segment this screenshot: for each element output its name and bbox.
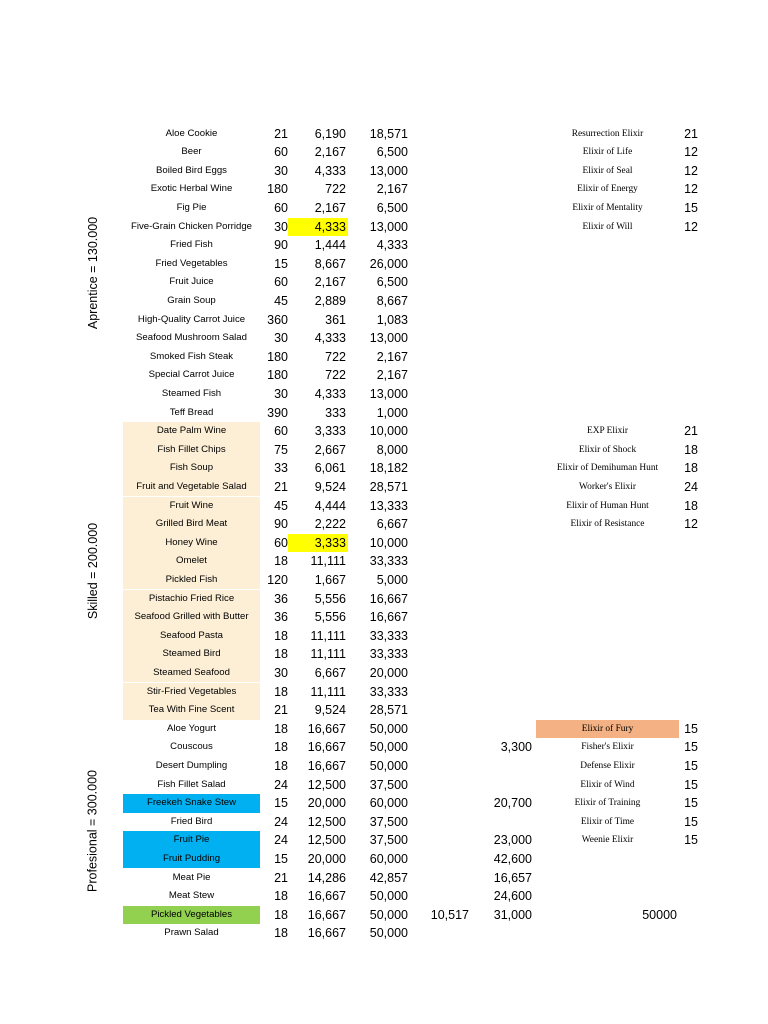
recipe-unit-cost	[288, 552, 348, 571]
recipe-total: 50,000	[369, 907, 408, 922]
recipe-quantity: 18	[274, 554, 288, 569]
recipe-unit-cost-value: 5,556	[314, 591, 346, 606]
recipe-unit-cost	[288, 757, 348, 776]
recipe-unit-cost	[288, 534, 348, 553]
recipe-unit-cost-value: 16,667	[307, 907, 346, 922]
recipe-name: Pickled Vegetables	[123, 906, 260, 925]
elixir-name: Worker's Elixir	[579, 481, 636, 492]
recipe-name: Meat Pie	[172, 871, 211, 883]
recipe-quantity: 60	[274, 275, 288, 290]
recipe-unit-cost-value: 722	[325, 349, 346, 364]
elixir-quantity: 12	[684, 182, 698, 197]
recipe-unit-cost-value: 9,524	[314, 703, 346, 718]
elixir-quantity: 18	[684, 442, 698, 457]
elixir-name: Elixir of Life	[582, 147, 633, 158]
recipe-quantity: 60	[274, 145, 288, 160]
recipe-unit-cost-value: 2,167	[314, 145, 346, 160]
recipe-quantity: 180	[267, 368, 288, 383]
recipe-unit-cost-value: 4,333	[314, 219, 346, 234]
recipe-unit-cost	[288, 125, 348, 144]
recipe-total: 16,667	[369, 610, 408, 625]
recipe-quantity: 18	[274, 647, 288, 662]
recipe-total: 2,167	[376, 349, 408, 364]
recipe-total: 37,500	[369, 814, 408, 829]
recipe-unit-cost	[288, 794, 348, 813]
recipe-name: Grilled Bird Meat	[123, 515, 260, 534]
elixir-name: Elixir of Training	[574, 798, 641, 809]
recipe-total: 13,000	[369, 331, 408, 346]
recipe-quantity: 120	[267, 572, 288, 587]
recipe-quantity: 18	[274, 926, 288, 941]
recipe-name: Fish Fillet Chips	[123, 441, 260, 460]
recipe-name: Five-Grain Chicken Porridge	[130, 220, 253, 232]
recipe-unit-cost-value: 8,667	[314, 256, 346, 271]
recipe-total: 13,000	[369, 163, 408, 178]
recipe-unit-cost-value: 11,111	[310, 647, 346, 662]
recipe-total: 2,167	[376, 182, 408, 197]
recipe-name: Smoked Fish Steak	[149, 350, 234, 362]
recipe-name: Steamed Bird	[123, 645, 260, 664]
recipe-total: 6,500	[376, 275, 408, 290]
table-row	[0, 627, 768, 646]
recipe-total: 6,500	[376, 145, 408, 160]
table-row	[0, 887, 768, 906]
recipe-total: 18,571	[369, 126, 408, 141]
table-row	[0, 571, 768, 590]
recipe-unit-cost	[288, 571, 348, 590]
recipe-unit-cost	[288, 608, 348, 627]
recipe-unit-cost-value: 9,524	[314, 479, 346, 494]
recipe-quantity: 30	[274, 665, 288, 680]
recipe-name: Fruit Juice	[169, 276, 214, 288]
table-row	[0, 385, 768, 404]
elixir-name: Elixir of Resistance	[570, 519, 645, 530]
recipe-unit-cost-value: 16,667	[307, 889, 346, 904]
recipe-quantity: 18	[274, 907, 288, 922]
recipe-total: 50,000	[369, 758, 408, 773]
recipe-unit-cost-value: 2,889	[314, 293, 346, 308]
recipe-quantity: 60	[274, 200, 288, 215]
recipe-unit-cost	[288, 831, 348, 850]
recipe-unit-cost-value: 722	[325, 182, 346, 197]
recipe-quantity: 75	[274, 442, 288, 457]
recipe-quantity: 18	[274, 740, 288, 755]
recipe-quantity: 15	[274, 851, 288, 866]
table-row	[0, 348, 768, 367]
recipe-quantity: 21	[274, 703, 288, 718]
table-row	[0, 645, 768, 664]
recipe-unit-cost	[288, 924, 348, 943]
extra-value-2: 23,000	[493, 833, 532, 848]
recipe-quantity: 15	[274, 796, 288, 811]
table-row	[0, 311, 768, 330]
recipe-quantity: 180	[267, 182, 288, 197]
recipe-total: 33,333	[369, 628, 408, 643]
elixir-name: Elixir of Energy	[577, 184, 638, 195]
recipe-total: 13,333	[369, 498, 408, 513]
recipe-total: 6,500	[376, 200, 408, 215]
recipe-total: 33,333	[369, 684, 408, 699]
recipe-total: 16,667	[369, 591, 408, 606]
recipe-quantity: 24	[274, 833, 288, 848]
recipe-unit-cost	[288, 459, 348, 478]
recipe-total: 6,667	[376, 517, 408, 532]
recipe-unit-cost-value: 361	[325, 312, 346, 327]
elixir-quantity: 12	[684, 219, 698, 234]
recipe-quantity: 21	[274, 870, 288, 885]
table-row	[0, 869, 768, 888]
table-row	[0, 701, 768, 720]
recipe-unit-cost	[288, 273, 348, 292]
table-row	[0, 664, 768, 683]
recipe-unit-cost-value: 2,167	[314, 275, 346, 290]
recipe-quantity: 90	[274, 517, 288, 532]
recipe-name: Fish Fillet Salad	[157, 778, 226, 790]
recipe-name: Omelet	[123, 552, 260, 571]
recipe-quantity: 30	[274, 163, 288, 178]
recipe-quantity: 21	[274, 479, 288, 494]
recipe-unit-cost	[288, 236, 348, 255]
recipe-unit-cost	[288, 645, 348, 664]
recipe-total: 37,500	[369, 777, 408, 792]
recipe-name: Fried Bird	[170, 815, 213, 827]
recipe-unit-cost-value: 14,286	[307, 870, 346, 885]
elixir-name: Defense Elixir	[580, 760, 635, 771]
recipe-name: Pickled Fish	[123, 571, 260, 590]
recipe-total: 10,000	[369, 424, 408, 439]
recipe-unit-cost	[288, 720, 348, 739]
elixir-quantity: 15	[684, 833, 698, 848]
recipe-total: 60,000	[369, 796, 408, 811]
recipe-quantity: 18	[274, 889, 288, 904]
recipe-unit-cost	[288, 627, 348, 646]
recipe-name: Fried Fish	[170, 239, 213, 251]
table-row	[0, 292, 768, 311]
recipe-unit-cost-value: 11,111	[310, 554, 346, 569]
recipe-total: 10,000	[369, 535, 408, 550]
recipe-name: Desert Dumpling	[155, 759, 228, 771]
recipe-total: 50,000	[369, 889, 408, 904]
recipe-unit-cost	[288, 422, 348, 441]
elixir-quantity: 12	[684, 517, 698, 532]
recipe-total: 28,571	[369, 703, 408, 718]
recipe-unit-cost-value: 6,061	[314, 461, 346, 476]
elixir-quantity: 18	[684, 498, 698, 513]
elixir-quantity: 21	[684, 424, 698, 439]
recipe-unit-cost-value: 16,667	[307, 721, 346, 736]
recipe-name: Stir-Fried Vegetables	[123, 683, 260, 702]
recipe-unit-cost	[288, 701, 348, 720]
recipe-unit-cost-value: 12,500	[307, 777, 346, 792]
recipe-quantity: 33	[274, 461, 288, 476]
recipe-unit-cost	[288, 850, 348, 869]
recipe-quantity: 180	[267, 349, 288, 364]
recipe-unit-cost	[288, 813, 348, 832]
recipe-total: 8,667	[376, 293, 408, 308]
recipe-quantity: 24	[274, 777, 288, 792]
recipe-total: 60,000	[369, 851, 408, 866]
recipe-unit-cost	[288, 143, 348, 162]
recipe-quantity: 18	[274, 721, 288, 736]
recipe-unit-cost-value: 1,667	[314, 572, 346, 587]
recipe-unit-cost	[288, 366, 348, 385]
elixir-name: Elixir of Fury	[536, 720, 679, 739]
extra-value-2: 3,300	[500, 740, 532, 755]
recipe-name: Special Carrot Juice	[148, 369, 235, 381]
recipe-total: 28,571	[369, 479, 408, 494]
recipe-name: Freekeh Snake Stew	[123, 794, 260, 813]
recipe-total: 18,182	[369, 461, 408, 476]
recipe-unit-cost	[288, 199, 348, 218]
elixir-quantity: 15	[684, 200, 698, 215]
recipe-total: 13,000	[369, 219, 408, 234]
recipe-unit-cost-value: 4,444	[314, 498, 346, 513]
tier-label-professional: Profesional = 300.000	[86, 770, 100, 893]
recipe-unit-cost-value: 722	[325, 368, 346, 383]
recipe-quantity: 18	[274, 684, 288, 699]
table-row	[0, 683, 768, 702]
recipe-name: Steamed Fish	[161, 387, 222, 399]
table-row	[0, 590, 768, 609]
recipe-unit-cost	[288, 385, 348, 404]
recipe-unit-cost	[288, 441, 348, 460]
recipe-unit-cost	[288, 404, 348, 423]
recipe-quantity: 360	[267, 312, 288, 327]
tier-label-apprentice: Aprentice = 130.000	[86, 217, 100, 330]
elixir-quantity: 24	[684, 479, 698, 494]
recipe-unit-cost-value: 6,667	[314, 665, 346, 680]
elixir-quantity: 15	[684, 758, 698, 773]
recipe-unit-cost	[288, 162, 348, 181]
recipe-name: Fruit Pudding	[123, 850, 260, 869]
recipe-unit-cost-value: 2,167	[314, 200, 346, 215]
recipe-total: 33,333	[369, 554, 408, 569]
extra-value-2: 24,600	[493, 889, 532, 904]
elixir-quantity: 18	[684, 461, 698, 476]
recipe-total: 42,857	[369, 870, 408, 885]
elixir-name: Weenie Elixir	[581, 835, 634, 846]
extra-value-2: 16,657	[493, 870, 532, 885]
elixir-name: Elixir of Human Hunt	[566, 500, 649, 511]
recipe-unit-cost-value: 3,333	[314, 424, 346, 439]
recipe-total: 33,333	[369, 647, 408, 662]
elixir-quantity: 15	[684, 740, 698, 755]
recipe-unit-cost-value: 20,000	[307, 796, 346, 811]
recipe-unit-cost	[288, 478, 348, 497]
recipe-total: 50,000	[369, 740, 408, 755]
recipe-unit-cost-value: 11,111	[310, 628, 346, 643]
recipe-unit-cost-value: 3,333	[314, 535, 346, 550]
recipe-quantity: 18	[274, 758, 288, 773]
recipe-unit-cost-value: 1,444	[314, 238, 346, 253]
table-row	[0, 850, 768, 869]
recipe-quantity: 45	[274, 293, 288, 308]
recipe-unit-cost-value: 12,500	[307, 814, 346, 829]
table-row	[0, 534, 768, 553]
recipe-name: Fruit Wine	[123, 497, 260, 516]
recipe-unit-cost-value: 6,190	[314, 126, 346, 141]
recipe-unit-cost	[288, 311, 348, 330]
table-row	[0, 366, 768, 385]
extra-value-1: 10,517	[430, 907, 469, 922]
recipe-name: Honey Wine	[123, 534, 260, 553]
elixir-name: Elixir of Shock	[578, 444, 637, 455]
recipe-quantity: 15	[274, 256, 288, 271]
recipe-unit-cost	[288, 887, 348, 906]
recipe-quantity: 24	[274, 814, 288, 829]
recipe-name: Fried Vegetables	[155, 257, 228, 269]
recipe-name: Grain Soup	[167, 294, 216, 306]
recipe-quantity: 36	[274, 610, 288, 625]
elixir-quantity: 21	[684, 126, 698, 141]
table-row	[0, 273, 768, 292]
recipe-unit-cost	[288, 348, 348, 367]
elixir-name: Elixir of Will	[582, 221, 633, 232]
table-row	[0, 236, 768, 255]
elixir-name: Fisher's Elixir	[581, 742, 634, 753]
table-row	[0, 404, 768, 423]
recipe-name: High-Quality Carrot Juice	[137, 313, 246, 325]
recipe-name: Boiled Bird Eggs	[156, 164, 227, 176]
recipe-unit-cost	[288, 255, 348, 274]
extra-value-2: 20,700	[493, 796, 532, 811]
recipe-quantity: 21	[274, 126, 288, 141]
recipe-quantity: 45	[274, 498, 288, 513]
elixir-quantity: 12	[684, 145, 698, 160]
recipe-unit-cost	[288, 869, 348, 888]
recipe-name: Seafood Grilled with Butter	[123, 608, 260, 627]
recipe-quantity: 90	[274, 238, 288, 253]
extra-value-3: 50000	[642, 907, 677, 922]
recipe-unit-cost	[288, 683, 348, 702]
recipe-unit-cost-value: 4,333	[314, 386, 346, 401]
recipe-total: 50,000	[369, 721, 408, 736]
recipe-unit-cost-value: 4,333	[314, 331, 346, 346]
recipe-unit-cost-value: 2,222	[314, 517, 346, 532]
recipe-unit-cost	[288, 329, 348, 348]
recipe-unit-cost	[288, 497, 348, 516]
recipe-name: Aloe Cookie	[165, 127, 218, 139]
recipe-name: Fruit and Vegetable Salad	[123, 478, 260, 497]
table-row	[0, 552, 768, 571]
recipe-name: Fig Pie	[176, 201, 207, 213]
extra-value-2: 31,000	[493, 907, 532, 922]
recipe-unit-cost	[288, 738, 348, 757]
recipe-name: Date Palm Wine	[123, 422, 260, 441]
recipe-quantity: 30	[274, 386, 288, 401]
elixir-quantity: 15	[684, 721, 698, 736]
recipe-unit-cost-value: 11,111	[310, 684, 346, 699]
recipe-total: 5,000	[376, 572, 408, 587]
table-row	[0, 924, 768, 943]
recipe-unit-cost-value: 16,667	[307, 926, 346, 941]
recipe-quantity: 30	[274, 219, 288, 234]
recipe-unit-cost-value: 4,333	[314, 163, 346, 178]
recipe-total: 4,333	[376, 238, 408, 253]
recipe-unit-cost-value: 5,556	[314, 610, 346, 625]
table-row	[0, 329, 768, 348]
recipe-quantity: 60	[274, 535, 288, 550]
recipe-name: Exotic Herbal Wine	[150, 183, 233, 195]
recipe-unit-cost-value: 16,667	[307, 740, 346, 755]
recipe-name: Seafood Mushroom Salad	[136, 332, 247, 344]
recipe-unit-cost	[288, 590, 348, 609]
recipe-unit-cost	[288, 292, 348, 311]
recipe-unit-cost	[288, 218, 348, 237]
recipe-total: 20,000	[369, 665, 408, 680]
recipe-total: 8,000	[376, 442, 408, 457]
elixir-name: Elixir of Demihuman Hunt	[556, 463, 659, 474]
recipe-unit-cost	[288, 515, 348, 534]
elixir-name: Elixir of Time	[580, 816, 635, 827]
recipe-name: Teff Bread	[169, 406, 214, 418]
recipe-quantity: 18	[274, 628, 288, 643]
recipe-quantity: 390	[267, 405, 288, 420]
recipe-total: 1,000	[376, 405, 408, 420]
recipe-name: Steamed Seafood	[123, 664, 260, 683]
recipe-unit-cost	[288, 776, 348, 795]
recipe-unit-cost-value: 16,667	[307, 758, 346, 773]
recipe-name: Fish Soup	[123, 459, 260, 478]
recipe-name: Meat Stew	[168, 890, 215, 902]
recipe-name: Couscous	[170, 741, 213, 753]
recipe-unit-cost-value: 20,000	[307, 851, 346, 866]
table-row	[0, 608, 768, 627]
recipe-unit-cost	[288, 906, 348, 925]
recipe-total: 13,000	[369, 386, 408, 401]
tier-label-skilled: Skilled = 200.000	[86, 522, 100, 620]
recipe-name: Prawn Salad	[164, 927, 219, 939]
elixir-quantity: 15	[684, 796, 698, 811]
elixir-quantity: 15	[684, 777, 698, 792]
elixir-quantity: 15	[684, 814, 698, 829]
recipe-total: 26,000	[369, 256, 408, 271]
elixir-name: Resurrection Elixir	[571, 128, 644, 139]
recipe-name: Seafood Pasta	[123, 627, 260, 646]
recipe-quantity: 30	[274, 331, 288, 346]
recipe-quantity: 60	[274, 424, 288, 439]
elixir-name: Elixir of Mentality	[572, 202, 643, 213]
table-row	[0, 906, 768, 925]
recipe-total: 2,167	[376, 368, 408, 383]
recipe-name: Tea With Fine Scent	[123, 701, 260, 720]
recipe-total: 37,500	[369, 833, 408, 848]
elixir-quantity: 12	[684, 163, 698, 178]
recipe-quantity: 36	[274, 591, 288, 606]
recipe-total: 50,000	[369, 926, 408, 941]
recipe-total: 1,083	[376, 312, 408, 327]
recipe-unit-cost-value: 12,500	[307, 833, 346, 848]
recipe-name: Fruit Pie	[123, 831, 260, 850]
elixir-name: Elixir of Seal	[582, 165, 633, 176]
recipe-name: Beer	[181, 146, 202, 158]
extra-value-2: 42,600	[493, 851, 532, 866]
recipe-unit-cost	[288, 180, 348, 199]
recipe-unit-cost-value: 2,667	[314, 442, 346, 457]
elixir-name: Elixir of Wind	[580, 779, 635, 790]
table-row	[0, 255, 768, 274]
elixir-name: EXP Elixir	[586, 426, 629, 437]
recipe-unit-cost-value: 333	[325, 405, 346, 420]
recipe-name: Pistachio Fried Rice	[123, 590, 260, 609]
recipe-unit-cost	[288, 664, 348, 683]
recipe-name: Aloe Yogurt	[166, 722, 217, 734]
